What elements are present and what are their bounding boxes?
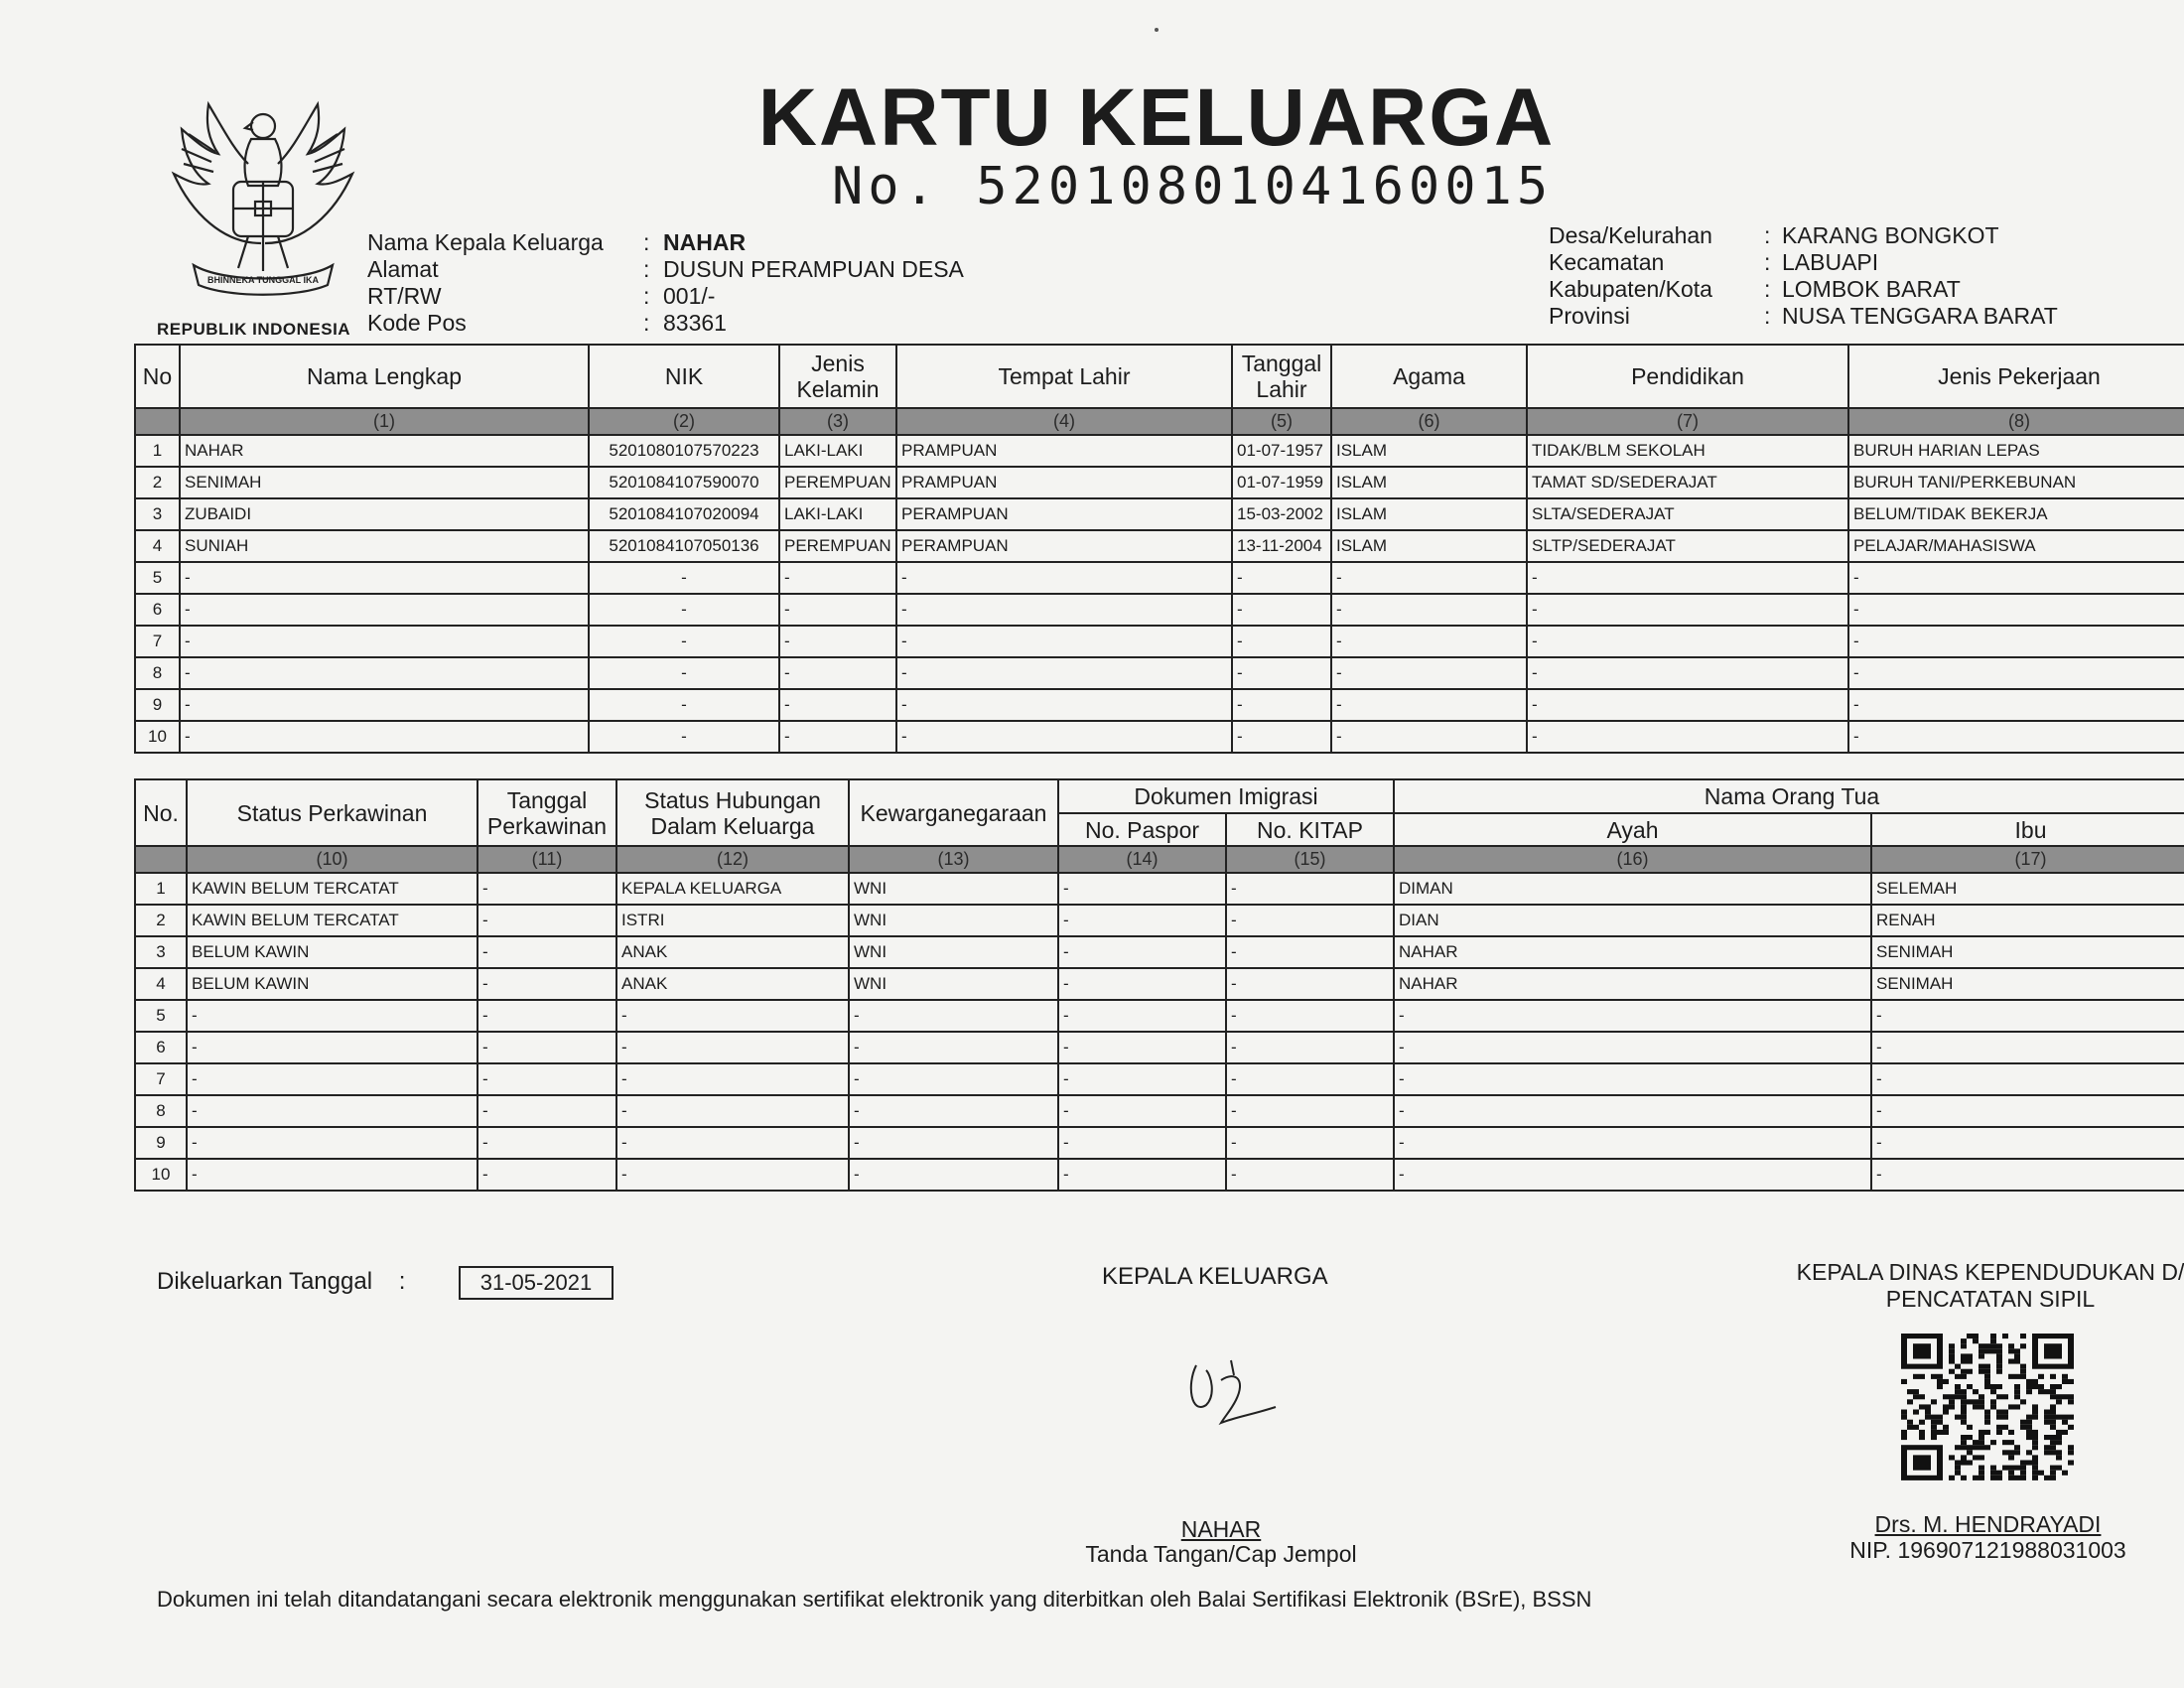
table-cell: - xyxy=(1871,1159,2184,1191)
table-cell: - xyxy=(478,1159,616,1191)
table-cell: - xyxy=(1527,626,1848,657)
table-cell: - xyxy=(1394,1000,1871,1032)
header-left-value: 001/- xyxy=(663,283,716,309)
family-status-table xyxy=(134,778,2184,1192)
header-dokumen-imigrasi: Dokumen Imigrasi xyxy=(1058,779,1394,813)
table-cell: - xyxy=(1226,968,1394,1000)
column-number: (17) xyxy=(1871,846,2184,873)
table-cell: - xyxy=(1058,1063,1226,1095)
table-cell: WNI xyxy=(849,936,1058,968)
table-header-row xyxy=(135,779,2184,813)
table-cell: - xyxy=(1058,1159,1226,1191)
column-number: (10) xyxy=(187,846,478,873)
footer-note: Dokumen ini telah ditandatangani secara elektronik menggunakan sertifikat elektronik yang diterbitkan oleh Balai Sertifikasi Elektronik (BSrE), BSSN xyxy=(157,1587,1592,1612)
header-right-row xyxy=(1549,276,2058,303)
header-right-colon: : xyxy=(1764,222,1771,248)
table-cell: PRAMPUAN xyxy=(896,435,1232,467)
header-right-row xyxy=(1549,249,2058,276)
header-left-label: Nama Kepala Keluarga xyxy=(367,229,604,255)
table-cell: - xyxy=(1848,562,2184,594)
table-cell: - xyxy=(180,562,589,594)
table-cell: 5201084107590070 xyxy=(589,467,779,498)
table1-header: Pendidikan xyxy=(1527,345,1848,408)
family-head-name: NAHAR xyxy=(1180,1516,1262,1542)
table-cell: - xyxy=(1226,905,1394,936)
table-cell: SELEMAH xyxy=(1871,873,2184,905)
table-cell: ISLAM xyxy=(1331,498,1527,530)
table-cell: PERAMPUAN xyxy=(896,530,1232,562)
table-cell: DIMAN xyxy=(1394,873,1871,905)
table-cell: - xyxy=(896,626,1232,657)
table1-header: Tempat Lahir xyxy=(896,345,1232,408)
table-cell: ISLAM xyxy=(1331,530,1527,562)
table-cell: - xyxy=(1331,562,1527,594)
column-number: (12) xyxy=(616,846,849,873)
table-cell: - xyxy=(589,721,779,753)
table-cell: BELUM/TIDAK BEKERJA xyxy=(1848,498,2184,530)
table-cell: - xyxy=(779,689,896,721)
table-cell: 3 xyxy=(135,498,180,530)
table-cell: SLTP/SEDERAJAT xyxy=(1527,530,1848,562)
table-cell: SLTA/SEDERAJAT xyxy=(1527,498,1848,530)
header-right-colon: : xyxy=(1764,249,1771,275)
issued-label xyxy=(157,1268,405,1296)
header-kewarganegaraan: Kewarganegaraan xyxy=(849,779,1058,846)
table-cell: - xyxy=(187,1063,478,1095)
header-left-row xyxy=(367,310,964,337)
table-cell: - xyxy=(1226,936,1394,968)
table-cell: ISLAM xyxy=(1331,467,1527,498)
table-cell: 6 xyxy=(135,1032,187,1063)
table-header-row xyxy=(135,345,2184,408)
column-number: (13) xyxy=(849,846,1058,873)
table-cell: PRAMPUAN xyxy=(896,467,1232,498)
table-cell: - xyxy=(1527,594,1848,626)
table-cell: DIAN xyxy=(1394,905,1871,936)
table-cell: - xyxy=(616,1159,849,1191)
header-tanggal-perkawinan: Tanggal Perkawinan xyxy=(478,779,616,846)
table1-header: Tanggal Lahir xyxy=(1232,345,1331,408)
table-cell: 8 xyxy=(135,1095,187,1127)
table-cell: - xyxy=(1848,594,2184,626)
table-cell: - xyxy=(616,1000,849,1032)
header-left-row xyxy=(367,256,964,283)
header-nama-orang-tua: Nama Orang Tua xyxy=(1394,779,2184,813)
table-cell: - xyxy=(1226,1095,1394,1127)
header-left-value: 83361 xyxy=(663,310,727,336)
family-head-label: KEPALA KELUARGA xyxy=(1102,1263,1328,1290)
table-cell: - xyxy=(779,626,896,657)
table-cell: - xyxy=(1871,1095,2184,1127)
family-members-table xyxy=(134,344,2184,754)
table-cell: ANAK xyxy=(616,968,849,1000)
header-right-label: Desa/Kelurahan xyxy=(1549,222,1712,248)
table-cell: - xyxy=(849,1063,1058,1095)
table-row xyxy=(135,626,2184,657)
column-number-row xyxy=(135,846,2184,873)
table-cell: - xyxy=(180,721,589,753)
table-cell: - xyxy=(1232,562,1331,594)
table-cell: - xyxy=(1331,626,1527,657)
paper-speck xyxy=(1155,28,1159,32)
table-cell: - xyxy=(896,562,1232,594)
table-cell: - xyxy=(478,1032,616,1063)
table-cell: - xyxy=(180,657,589,689)
column-number: (14) xyxy=(1058,846,1226,873)
header-right-row xyxy=(1549,303,2058,330)
issued-colon: : xyxy=(398,1268,406,1295)
header-right-row xyxy=(1549,222,2058,249)
header-left-value: DUSUN PERAMPUAN DESA xyxy=(663,256,964,282)
table-cell: - xyxy=(1871,1063,2184,1095)
table-row xyxy=(135,1000,2184,1032)
table-cell: - xyxy=(1232,626,1331,657)
table-cell: - xyxy=(1226,1127,1394,1159)
table-cell: 13-11-2004 xyxy=(1232,530,1331,562)
column-number: (4) xyxy=(896,408,1232,435)
column-number: (16) xyxy=(1394,846,1871,873)
table-cell: - xyxy=(1331,594,1527,626)
table1-header: Agama xyxy=(1331,345,1527,408)
table-cell: - xyxy=(589,594,779,626)
header-left-colon: : xyxy=(643,256,650,282)
official-name: Drs. M. HENDRAYADI xyxy=(1874,1511,2102,1537)
column-number: (1) xyxy=(180,408,589,435)
table-cell: - xyxy=(180,689,589,721)
table-cell: - xyxy=(849,1000,1058,1032)
table-cell: - xyxy=(849,1159,1058,1191)
table-cell: - xyxy=(478,1063,616,1095)
table-cell: - xyxy=(1058,1095,1226,1127)
table-cell: 5201084107050136 xyxy=(589,530,779,562)
table-cell: - xyxy=(478,873,616,905)
header-no-paspor: No. Paspor xyxy=(1058,813,1226,846)
table-cell: ISTRI xyxy=(616,905,849,936)
table-cell: - xyxy=(1848,721,2184,753)
table-cell: TIDAK/BLM SEKOLAH xyxy=(1527,435,1848,467)
header-ibu: Ibu xyxy=(1871,813,2184,846)
header-left-label: Alamat xyxy=(367,256,439,282)
table1-header: Jenis Kelamin xyxy=(779,345,896,408)
table-cell: KEPALA KELUARGA xyxy=(616,873,849,905)
table-cell: KAWIN BELUM TERCATAT xyxy=(187,905,478,936)
table-cell: 10 xyxy=(135,721,180,753)
table-cell: 01-07-1957 xyxy=(1232,435,1331,467)
header-left-colon: : xyxy=(643,310,650,336)
table-cell: 1 xyxy=(135,435,180,467)
table-cell: ISLAM xyxy=(1331,435,1527,467)
header-right-label: Kecamatan xyxy=(1549,249,1665,275)
table-cell: - xyxy=(1058,1032,1226,1063)
table-cell: - xyxy=(589,626,779,657)
table-cell: - xyxy=(1871,1127,2184,1159)
table-cell: - xyxy=(896,594,1232,626)
table-row xyxy=(135,530,2184,562)
table-cell: - xyxy=(849,1032,1058,1063)
column-number xyxy=(135,408,180,435)
table-cell: - xyxy=(589,562,779,594)
official-nip: NIP. 196907121988031003 xyxy=(1849,1537,2126,1563)
table-cell: - xyxy=(1058,936,1226,968)
table-cell: 6 xyxy=(135,594,180,626)
table-cell: NAHAR xyxy=(180,435,589,467)
table-row xyxy=(135,1095,2184,1127)
table-cell: WNI xyxy=(849,968,1058,1000)
column-number: (5) xyxy=(1232,408,1331,435)
table-cell: KAWIN BELUM TERCATAT xyxy=(187,873,478,905)
table-cell: PELAJAR/MAHASISWA xyxy=(1848,530,2184,562)
table-cell: - xyxy=(616,1032,849,1063)
header-right-value: LABUAPI xyxy=(1782,249,1879,275)
table-cell: - xyxy=(187,1032,478,1063)
signature-caption: Tanda Tangan/Cap Jempol xyxy=(1085,1541,1357,1567)
table-cell: - xyxy=(1058,905,1226,936)
table-cell: - xyxy=(1226,873,1394,905)
header-left-colon: : xyxy=(643,283,650,309)
table-cell: - xyxy=(1527,657,1848,689)
table-row xyxy=(135,936,2184,968)
table-cell: RENAH xyxy=(1871,905,2184,936)
table-cell: - xyxy=(180,594,589,626)
table-cell: - xyxy=(478,905,616,936)
issued-date: 31-05-2021 xyxy=(459,1266,614,1300)
column-number-row xyxy=(135,408,2184,435)
table-cell: 4 xyxy=(135,530,180,562)
table-cell: PEREMPUAN xyxy=(779,530,896,562)
header-left-row xyxy=(367,283,964,310)
header-left-colon: : xyxy=(643,229,650,255)
table-cell: - xyxy=(478,936,616,968)
table-row xyxy=(135,873,2184,905)
table-cell: SENIMAH xyxy=(1871,936,2184,968)
table-cell: 7 xyxy=(135,626,180,657)
table-cell: - xyxy=(1394,1159,1871,1191)
table-row xyxy=(135,1127,2184,1159)
table-cell: - xyxy=(589,657,779,689)
table-cell: NAHAR xyxy=(1394,968,1871,1000)
table-cell: - xyxy=(180,626,589,657)
table-cell: - xyxy=(1226,1032,1394,1063)
table-cell: 5201080107570223 xyxy=(589,435,779,467)
table-cell: BELUM KAWIN xyxy=(187,968,478,1000)
table-cell: - xyxy=(1331,657,1527,689)
header-right-value: NUSA TENGGARA BARAT xyxy=(1782,303,2058,329)
table-cell: - xyxy=(1871,1032,2184,1063)
header-right xyxy=(1549,222,2058,330)
table-cell: - xyxy=(1226,1000,1394,1032)
table-cell: - xyxy=(849,1127,1058,1159)
header-status-perkawinan: Status Perkawinan xyxy=(187,779,478,846)
table-row xyxy=(135,689,2184,721)
table-cell: - xyxy=(1058,968,1226,1000)
table-cell: - xyxy=(1331,689,1527,721)
header-left-row xyxy=(367,229,964,256)
table-cell: - xyxy=(779,594,896,626)
header-left xyxy=(367,229,964,337)
column-number: (15) xyxy=(1226,846,1394,873)
table-cell: - xyxy=(1527,721,1848,753)
table-row xyxy=(135,905,2184,936)
table1-header: No xyxy=(135,345,180,408)
column-number xyxy=(135,846,187,873)
table-row xyxy=(135,467,2184,498)
header-left-label: RT/RW xyxy=(367,283,442,309)
table-cell: - xyxy=(1058,1127,1226,1159)
official-title xyxy=(1752,1259,2184,1313)
table-cell: ZUBAIDI xyxy=(180,498,589,530)
column-number: (8) xyxy=(1848,408,2184,435)
header-right-value: KARANG BONGKOT xyxy=(1782,222,1999,248)
table-cell: - xyxy=(478,1127,616,1159)
table-cell: - xyxy=(896,657,1232,689)
header-no-kitap: No. KITAP xyxy=(1226,813,1394,846)
table-cell: - xyxy=(478,968,616,1000)
table-cell: 9 xyxy=(135,689,180,721)
table-cell: - xyxy=(1394,1095,1871,1127)
column-number: (6) xyxy=(1331,408,1527,435)
table-cell: - xyxy=(187,1159,478,1191)
table-cell: 7 xyxy=(135,1063,187,1095)
table-cell: - xyxy=(896,721,1232,753)
emblem-caption: REPUBLIK INDONESIA xyxy=(157,320,351,339)
table-cell: - xyxy=(1226,1159,1394,1191)
table-row xyxy=(135,498,2184,530)
table-row xyxy=(135,562,2184,594)
table-cell: 3 xyxy=(135,936,187,968)
table-cell: - xyxy=(616,1127,849,1159)
table-cell: - xyxy=(1848,626,2184,657)
table-cell: 5201084107020094 xyxy=(589,498,779,530)
table-cell: - xyxy=(187,1095,478,1127)
table-cell: SENIMAH xyxy=(180,467,589,498)
table-cell: 01-07-1959 xyxy=(1232,467,1331,498)
table-cell: - xyxy=(1232,657,1331,689)
table1-header: Jenis Pekerjaan xyxy=(1848,345,2184,408)
table-cell: - xyxy=(1394,1127,1871,1159)
table-row xyxy=(135,1063,2184,1095)
table-cell: 8 xyxy=(135,657,180,689)
table-cell: LAKI-LAKI xyxy=(779,435,896,467)
motto: BHINNEKA TUNGGAL IKA xyxy=(207,275,319,285)
table-cell: PEREMPUAN xyxy=(779,467,896,498)
table-cell: - xyxy=(1394,1063,1871,1095)
table-cell: 10 xyxy=(135,1159,187,1191)
table-row xyxy=(135,968,2184,1000)
table-cell: - xyxy=(849,1095,1058,1127)
signature-icon xyxy=(1176,1345,1296,1445)
table-cell: PERAMPUAN xyxy=(896,498,1232,530)
header-right-label: Provinsi xyxy=(1549,303,1630,329)
table1-header: Nama Lengkap xyxy=(180,345,589,408)
table-cell: - xyxy=(779,657,896,689)
table-cell: SUNIAH xyxy=(180,530,589,562)
table-cell: NAHAR xyxy=(1394,936,1871,968)
issued-label-text: Dikeluarkan Tanggal xyxy=(157,1268,373,1295)
header-status-hubungan: Status Hubungan Dalam Keluarga xyxy=(616,779,849,846)
column-number: (2) xyxy=(589,408,779,435)
column-number: (11) xyxy=(478,846,616,873)
table-cell: - xyxy=(1232,689,1331,721)
table-cell: WNI xyxy=(849,873,1058,905)
table-row xyxy=(135,1032,2184,1063)
table-cell: - xyxy=(478,1095,616,1127)
table-cell: 5 xyxy=(135,562,180,594)
table-cell: - xyxy=(1232,721,1331,753)
table-cell: ANAK xyxy=(616,936,849,968)
table-cell: 5 xyxy=(135,1000,187,1032)
table-cell: - xyxy=(1226,1063,1394,1095)
official-title-line2: PENCATATAN SIPIL xyxy=(1885,1286,2096,1312)
table-cell: - xyxy=(896,689,1232,721)
header-left-value: NAHAR xyxy=(663,229,747,255)
table-cell: 2 xyxy=(135,905,187,936)
table-cell: 1 xyxy=(135,873,187,905)
table-cell: TAMAT SD/SEDERAJAT xyxy=(1527,467,1848,498)
table-cell: - xyxy=(1232,594,1331,626)
table-cell: BURUH TANI/PERKEBUNAN xyxy=(1848,467,2184,498)
table-cell: - xyxy=(1527,689,1848,721)
table-cell: - xyxy=(779,562,896,594)
column-number: (3) xyxy=(779,408,896,435)
table-cell: - xyxy=(1871,1000,2184,1032)
table-cell: - xyxy=(1848,689,2184,721)
table-cell: - xyxy=(1848,657,2184,689)
header-left-label: Kode Pos xyxy=(367,310,467,336)
table-cell: - xyxy=(478,1000,616,1032)
table-row xyxy=(135,721,2184,753)
header-right-colon: : xyxy=(1764,303,1771,329)
document-title: KARTU KELUARGA xyxy=(757,72,1556,163)
kk-number: No. 5201080104160015 xyxy=(832,157,1554,216)
table-cell: - xyxy=(187,1000,478,1032)
table-row xyxy=(135,657,2184,689)
table-cell: - xyxy=(779,721,896,753)
table-cell: SENIMAH xyxy=(1871,968,2184,1000)
qr-code-icon xyxy=(1891,1329,2084,1497)
header-right-label: Kabupaten/Kota xyxy=(1549,276,1712,302)
table-cell: - xyxy=(1058,873,1226,905)
table-cell: BELUM KAWIN xyxy=(187,936,478,968)
official-title-line1: KEPALA DINAS KEPENDUDUKAN D/ xyxy=(1796,1259,2184,1285)
table-row xyxy=(135,435,2184,467)
table-cell: - xyxy=(1058,1000,1226,1032)
table-cell: BURUH HARIAN LEPAS xyxy=(1848,435,2184,467)
table-cell: WNI xyxy=(849,905,1058,936)
table-cell: - xyxy=(1394,1032,1871,1063)
table-cell: 15-03-2002 xyxy=(1232,498,1331,530)
table-cell: 4 xyxy=(135,968,187,1000)
table-cell: - xyxy=(616,1095,849,1127)
table1-header: NIK xyxy=(589,345,779,408)
table-cell: - xyxy=(589,689,779,721)
header-right-colon: : xyxy=(1764,276,1771,302)
table-cell: - xyxy=(616,1063,849,1095)
header-right-value: LOMBOK BARAT xyxy=(1782,276,1961,302)
table-row xyxy=(135,1159,2184,1191)
table-cell: 9 xyxy=(135,1127,187,1159)
table-cell: 2 xyxy=(135,467,180,498)
table-row xyxy=(135,594,2184,626)
header-no: No. xyxy=(135,779,187,846)
table-cell: - xyxy=(1527,562,1848,594)
table-cell: LAKI-LAKI xyxy=(779,498,896,530)
header-ayah: Ayah xyxy=(1394,813,1871,846)
table-cell: - xyxy=(187,1127,478,1159)
table-cell: - xyxy=(1331,721,1527,753)
column-number: (7) xyxy=(1527,408,1848,435)
